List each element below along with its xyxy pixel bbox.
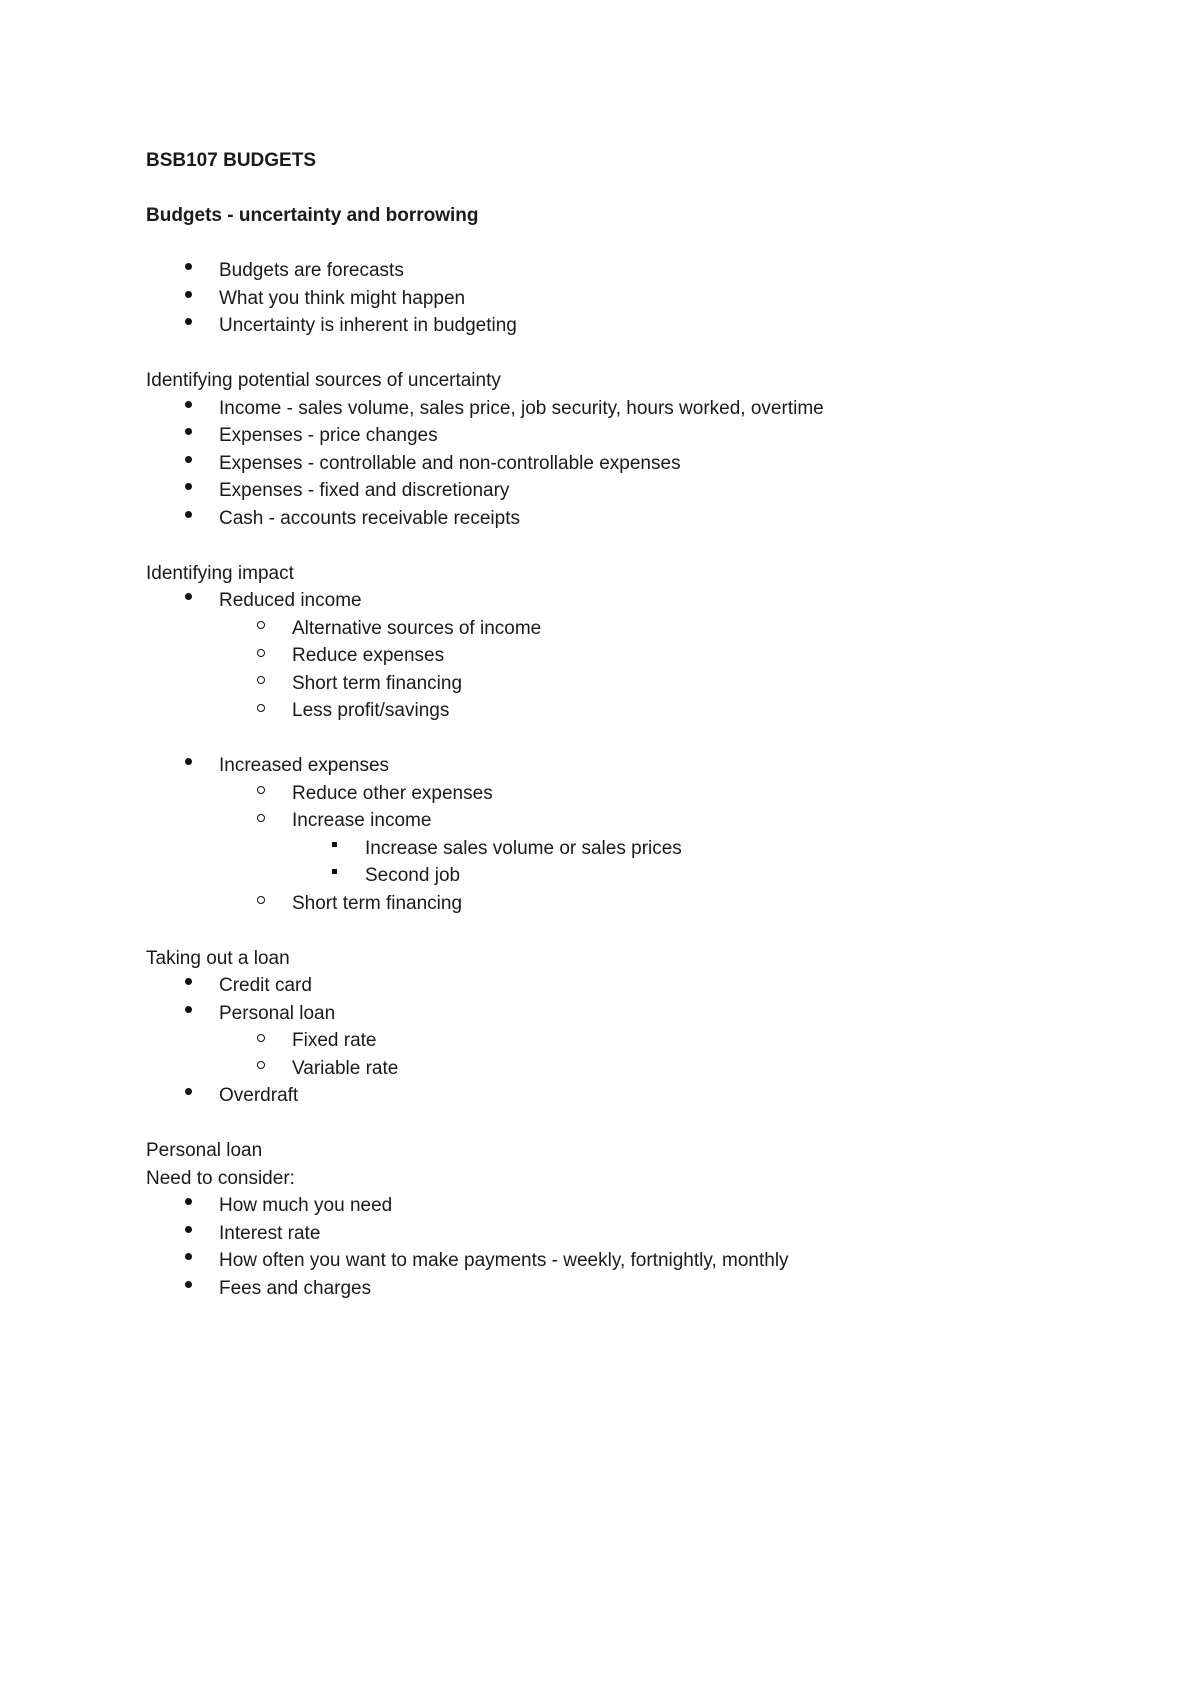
circle-bullet-icon: [253, 807, 269, 835]
bullet-icon: [180, 752, 196, 780]
impact-bullet-list: [146, 587, 1106, 725]
list-item: How much you need: [146, 1192, 1106, 1220]
list-item: Personal loan: [146, 1000, 1106, 1028]
list-item: Alternative sources of income: [146, 615, 1106, 643]
loan-bullet-list: [146, 972, 1106, 1110]
bullet-icon: [180, 1192, 196, 1220]
list-item: Expenses - price changes: [146, 422, 1106, 450]
list-item: Reduce other expenses: [146, 780, 1106, 808]
bullet-icon: [180, 450, 196, 478]
circle-bullet-icon: [253, 1027, 269, 1055]
list-item: Reduced income: [146, 587, 1106, 615]
bullet-icon: [180, 477, 196, 505]
personal-loan-heading: Personal loan: [146, 1140, 263, 1161]
bullet-icon: [180, 395, 196, 423]
impact-heading: Identifying impact: [146, 562, 294, 584]
circle-bullet-icon: [253, 615, 269, 643]
bullet-icon: [180, 1082, 196, 1110]
bullet-icon: [180, 972, 196, 1000]
list-item: Short term financing: [146, 670, 1106, 698]
list-item: Short term financing: [146, 890, 1106, 918]
bullet-icon: [180, 1220, 196, 1248]
list-item: Fixed rate: [146, 1027, 1106, 1055]
list-item: Fees and charges: [146, 1275, 1106, 1303]
circle-bullet-icon: [253, 670, 269, 698]
sources-bullet-list: [146, 395, 1106, 533]
bullet-icon: [180, 257, 196, 285]
section-title: Budgets - uncertainty and borrowing: [146, 205, 479, 226]
list-item: Overdraft: [146, 1082, 1106, 1110]
personal-loan-subheading: Need to consider:: [146, 1167, 295, 1189]
list-item: Increased expenses: [146, 752, 1106, 780]
circle-bullet-icon: [253, 642, 269, 670]
list-item: Variable rate: [146, 1055, 1106, 1083]
square-bullet-icon: [326, 862, 342, 890]
list-item: Expenses - fixed and discretionary: [146, 477, 1106, 505]
bullet-icon: [180, 1247, 196, 1275]
list-item: Increase income: [146, 807, 1106, 835]
list-item: Reduce expenses: [146, 642, 1106, 670]
loan-heading: Taking out a loan: [146, 947, 290, 969]
list-item: Increase sales volume or sales prices: [146, 835, 1106, 863]
list-item: What you think might happen: [146, 285, 1106, 313]
list-item: Budgets are forecasts: [146, 257, 1106, 285]
bullet-icon: [180, 1000, 196, 1028]
list-item: Credit card: [146, 972, 1106, 1000]
list-item: Uncertainty is inherent in budgeting: [146, 312, 1106, 340]
document-title: BSB107 BUDGETS: [146, 150, 316, 171]
intro-bullet-list: [146, 257, 1106, 340]
list-item: Expenses - controllable and non-controllable expenses: [146, 450, 1106, 478]
bullet-icon: [180, 285, 196, 313]
bullet-icon: [180, 1275, 196, 1303]
square-bullet-icon: [326, 835, 342, 863]
circle-bullet-icon: [253, 780, 269, 808]
bullet-icon: [180, 422, 196, 450]
list-item: Second job: [146, 862, 1106, 890]
sources-heading: Identifying potential sources of uncertainty: [146, 370, 501, 391]
list-item: How often you want to make payments - weekly, fortnightly, monthly: [146, 1247, 1106, 1275]
list-item: Interest rate: [146, 1220, 1106, 1248]
circle-bullet-icon: [253, 697, 269, 725]
impact-bullet-list-2: [146, 752, 1106, 917]
bullet-icon: [180, 312, 196, 340]
document-body: [146, 147, 1106, 1302]
list-item: Income - sales volume, sales price, job security, hours worked, overtime: [146, 395, 1106, 423]
circle-bullet-icon: [253, 890, 269, 918]
list-item: Cash - accounts receivable receipts: [146, 505, 1106, 533]
list-item: Less profit/savings: [146, 697, 1106, 725]
bullet-icon: [180, 587, 196, 615]
circle-bullet-icon: [253, 1055, 269, 1083]
personal-loan-bullet-list: [146, 1192, 1106, 1302]
bullet-icon: [180, 505, 196, 533]
